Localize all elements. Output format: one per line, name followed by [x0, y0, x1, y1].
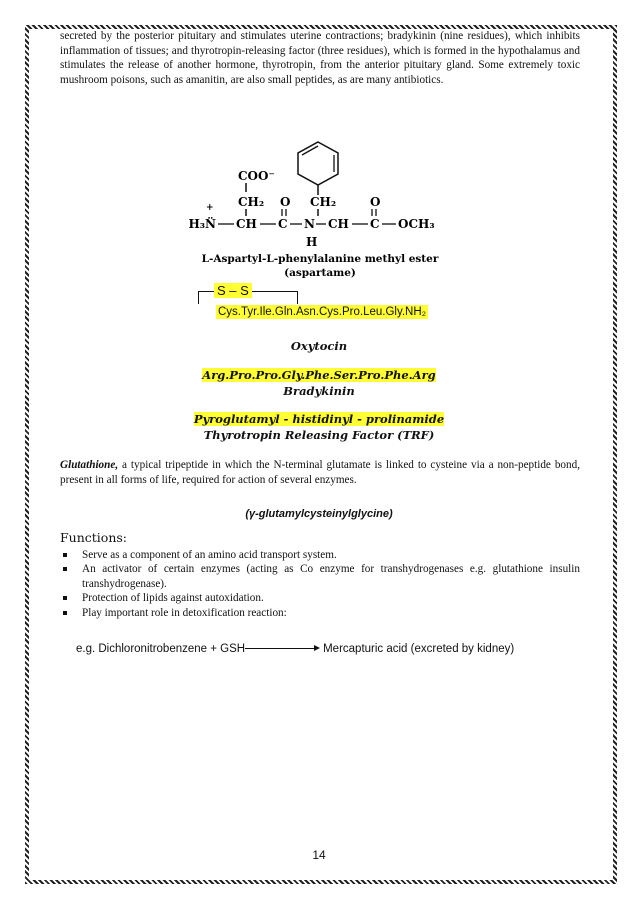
glutathione-term: Glutathione,	[60, 459, 119, 471]
list-item: Play important role in detoxification reaction:	[60, 606, 580, 620]
o-label: O	[370, 195, 381, 209]
functions-heading: Functions:	[60, 530, 127, 545]
reaction-product: Mercapturic acid (excreted by kidney)	[323, 643, 515, 655]
aspartame-common-name: (aspartame)	[284, 267, 356, 279]
n-label: N	[304, 217, 315, 231]
functions-list	[60, 548, 580, 620]
glutathione-formula: (γ-glutamylcysteinylglycine)	[245, 508, 393, 520]
glutathione-paragraph	[60, 458, 580, 487]
aspartame-name: L-Aspartyl-L-phenylalanine methyl ester	[201, 253, 439, 265]
h3n-label: H₃N̈	[188, 217, 216, 231]
ch2-label: CH₂	[310, 195, 337, 209]
coo-label: COO⁻	[238, 169, 275, 183]
oxytocin-name: Oxytocin	[290, 339, 348, 353]
disulfide-label: S – S	[214, 283, 252, 298]
intro-paragraph: secreted by the posterior pituitary and stimulates uterine contractions; bradykinin (nine residues), which inhibits inflammation of tissues; and thyrotropin-releasing factor (three residues), which is formed in the hypothalamus and stimulates the release of another hormone, thyrotropin, from the anterior pituitary gland. Some extremely toxic mushroom poisons, such as amanitin, are also small peptides, as are many antibiotics.	[60, 30, 580, 86]
reaction-arrow-icon	[245, 648, 315, 649]
och3-label: OCH₃	[398, 217, 435, 231]
trf-name: Thyrotropin Releasing Factor (TRF)	[203, 428, 435, 442]
benzene-ring	[298, 142, 338, 185]
bradykinin-sequence: Arg.Pro.Pro.Gly.Phe.Ser.Pro.Phe.Arg	[202, 368, 436, 382]
glutathione-text: a typical tripeptide in which the N-terminal glutamate is linked to cysteine via a non-peptide bond, present in all forms of life, required for action of several enzymes.	[60, 459, 580, 486]
oxytocin-sequence: Cys.Tyr.Ile.Gln.Asn.Cys.Pro.Leu.Gly.NH₂	[218, 306, 427, 318]
page-number: 14	[312, 848, 326, 862]
ch-label: CH	[328, 217, 349, 231]
trf-sequence: Pyroglutamyl - histidinyl - prolinamide	[193, 412, 445, 426]
detox-reaction	[76, 643, 514, 655]
list-item: An activator of certain enzymes (acting as Co enzyme for transhydrogenases e.g. glutathione insulin transhydrogenase).	[60, 562, 580, 591]
c-label: C	[278, 217, 288, 231]
ch-label: CH	[236, 217, 257, 231]
bradykinin-name: Bradykinin	[283, 384, 355, 398]
list-item: Protection of lipids against autoxidation.	[60, 591, 580, 605]
ch2-label: CH₂	[238, 195, 265, 209]
h-label: H	[306, 235, 318, 249]
reaction-reactants: e.g. Dichloronitrobenzene + GSH	[76, 643, 246, 655]
list-item: Serve as a component of an amino acid transport system.	[60, 548, 580, 562]
o-label: O	[280, 195, 291, 209]
c-label: C	[370, 217, 380, 231]
aspartame-structure	[170, 140, 470, 282]
plus-charge: +	[206, 203, 214, 213]
